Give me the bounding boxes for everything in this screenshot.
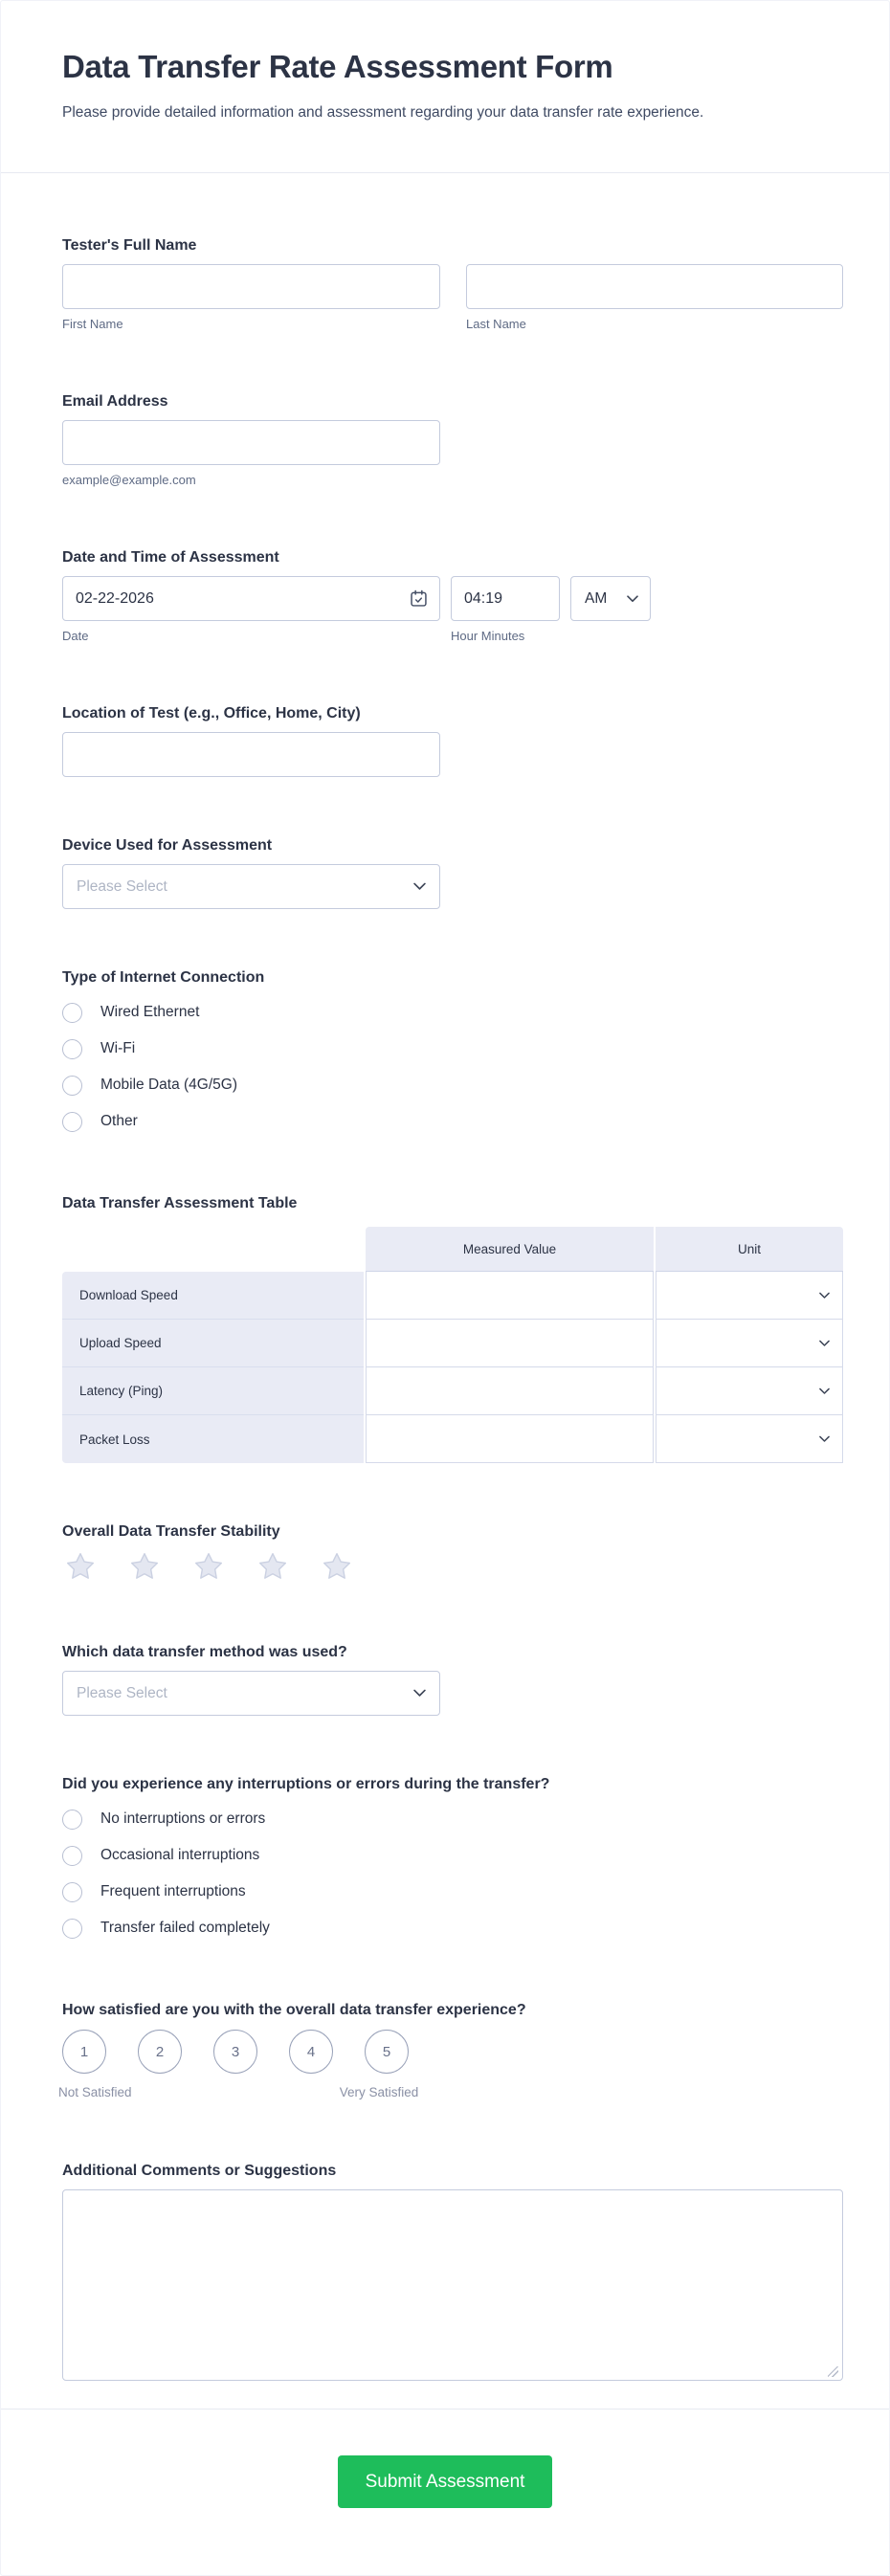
question-full-name [62, 236, 828, 333]
ampm-select[interactable] [570, 576, 651, 621]
packet-loss-unit-select[interactable] [656, 1415, 843, 1463]
method-label: Which data transfer method was used? [62, 1644, 347, 1660]
last-name-sublabel: Last Name [466, 317, 526, 331]
radio-icon [62, 1919, 82, 1939]
star-rating [62, 1549, 828, 1584]
scale-option-4[interactable]: 4 [289, 2030, 333, 2074]
form-body [1, 173, 889, 2386]
radio-icon [62, 1810, 82, 1830]
latency-value-cell[interactable] [366, 1367, 654, 1415]
table-row-label-upload-speed: Upload Speed [62, 1320, 364, 1367]
chevron-down-icon [819, 1435, 830, 1443]
scale-option-2[interactable]: 2 [138, 2030, 182, 2074]
chevron-down-icon [627, 595, 638, 603]
scale-labels [58, 2085, 828, 2102]
radio-icon [62, 1039, 82, 1059]
satisfaction-label: How satisfied are you with the overall data transfer experience? [62, 2002, 526, 2018]
method-select[interactable] [62, 1671, 440, 1716]
question-transfer-method [62, 1643, 828, 1716]
question-interruptions [62, 1775, 828, 1942]
packet-loss-value-cell[interactable] [366, 1415, 654, 1463]
last-name-input[interactable] [466, 264, 843, 309]
radio-icon [62, 1076, 82, 1096]
star-3-icon[interactable] [192, 1549, 225, 1584]
star-4-icon[interactable] [256, 1549, 289, 1584]
form-footer [1, 2409, 889, 2508]
question-satisfaction [58, 2001, 828, 2102]
scale-option-5[interactable]: 5 [365, 2030, 409, 2074]
table-row-label-latency: Latency (Ping) [62, 1367, 364, 1415]
question-connection-type [62, 968, 828, 1135]
table-col-header-unit: Unit [656, 1227, 843, 1272]
table-col-header-measured-value: Measured Value [366, 1227, 654, 1272]
download-speed-unit-select[interactable] [656, 1272, 843, 1320]
submit-button[interactable]: Submit Assessment [338, 2455, 552, 2508]
star-2-icon[interactable] [128, 1549, 161, 1584]
table-row-label-download-speed: Download Speed [62, 1272, 364, 1320]
radio-option-other[interactable]: Other [62, 1108, 828, 1135]
chevron-down-icon [413, 882, 426, 891]
last-name-field [466, 264, 843, 333]
email-label: Email Address [62, 393, 168, 410]
radio-option-mobile-data[interactable]: Mobile Data (4G/5G) [62, 1072, 828, 1099]
radio-option-no-interruptions[interactable]: No interruptions or errors [62, 1806, 828, 1832]
email-sublabel: example@example.com [62, 473, 196, 487]
chevron-down-icon [819, 1292, 830, 1299]
interruptions-label: Did you experience any interruptions or errors during the transfer? [62, 1776, 550, 1792]
radio-icon [62, 1003, 82, 1023]
scale-min-label: Not Satisfied [58, 2085, 132, 2099]
radio-option-wifi[interactable]: Wi-Fi [62, 1035, 828, 1062]
page-subtitle: Please provide detailed information and assessment regarding your data transfer rate experience. [62, 104, 704, 121]
upload-speed-value-cell[interactable] [366, 1320, 654, 1367]
device-select-placeholder: Please Select [77, 877, 167, 895]
radio-option-transfer-failed[interactable]: Transfer failed completely [62, 1915, 828, 1942]
full-name-label: Tester's Full Name [62, 237, 197, 254]
chevron-down-icon [819, 1340, 830, 1347]
device-select[interactable] [62, 864, 440, 909]
radio-option-frequent-interruptions[interactable]: Frequent interruptions [62, 1878, 828, 1905]
ampm-value: AM [585, 589, 608, 607]
question-datetime [62, 548, 828, 645]
method-select-placeholder: Please Select [77, 1684, 167, 1701]
star-1-icon[interactable] [64, 1549, 97, 1584]
first-name-field [62, 264, 440, 333]
comments-textarea[interactable] [62, 2189, 843, 2381]
question-location [62, 704, 828, 777]
time-sublabel: Hour Minutes [451, 629, 525, 643]
table-corner [62, 1227, 364, 1272]
date-field [62, 576, 440, 621]
table-row-label-packet-loss: Packet Loss [62, 1415, 364, 1463]
question-email [62, 392, 828, 489]
interruptions-options [62, 1806, 828, 1942]
radio-icon [62, 1846, 82, 1866]
datetime-label: Date and Time of Assessment [62, 549, 279, 566]
star-5-icon[interactable] [321, 1549, 353, 1584]
location-label: Location of Test (e.g., Office, Home, City) [62, 705, 361, 722]
satisfaction-scale [62, 2030, 828, 2074]
radio-icon [62, 1112, 82, 1132]
date-sublabel: Date [62, 629, 89, 643]
date-input[interactable] [62, 576, 440, 621]
connection-label: Type of Internet Connection [62, 969, 265, 986]
email-input[interactable] [62, 420, 440, 465]
latency-unit-select[interactable] [656, 1367, 843, 1415]
radio-option-wired-ethernet[interactable]: Wired Ethernet [62, 999, 828, 1026]
download-speed-value-cell[interactable] [366, 1272, 654, 1320]
assessment-table [62, 1227, 828, 1463]
upload-speed-unit-select[interactable] [656, 1320, 843, 1367]
first-name-input[interactable] [62, 264, 440, 309]
connection-options [62, 999, 828, 1135]
form-header [1, 1, 889, 124]
question-device [62, 836, 828, 909]
chevron-down-icon [413, 1689, 426, 1698]
first-name-sublabel: First Name [62, 317, 123, 331]
table-label: Data Transfer Assessment Table [62, 1195, 298, 1211]
scale-option-1[interactable]: 1 [62, 2030, 106, 2074]
page-title: Data Transfer Rate Assessment Form [62, 49, 613, 84]
question-stability [62, 1522, 828, 1584]
radio-icon [62, 1882, 82, 1902]
device-label: Device Used for Assessment [62, 837, 273, 854]
stability-label: Overall Data Transfer Stability [62, 1523, 280, 1540]
scale-option-3[interactable]: 3 [213, 2030, 257, 2074]
radio-option-occasional-interruptions[interactable]: Occasional interruptions [62, 1842, 828, 1869]
time-input[interactable] [451, 576, 560, 621]
chevron-down-icon [819, 1388, 830, 1395]
location-input[interactable] [62, 732, 440, 777]
question-assessment-table [62, 1194, 828, 1463]
question-comments [62, 2162, 828, 2386]
comments-label: Additional Comments or Suggestions [62, 2163, 337, 2179]
scale-max-label: Very Satisfied [339, 2085, 419, 2099]
